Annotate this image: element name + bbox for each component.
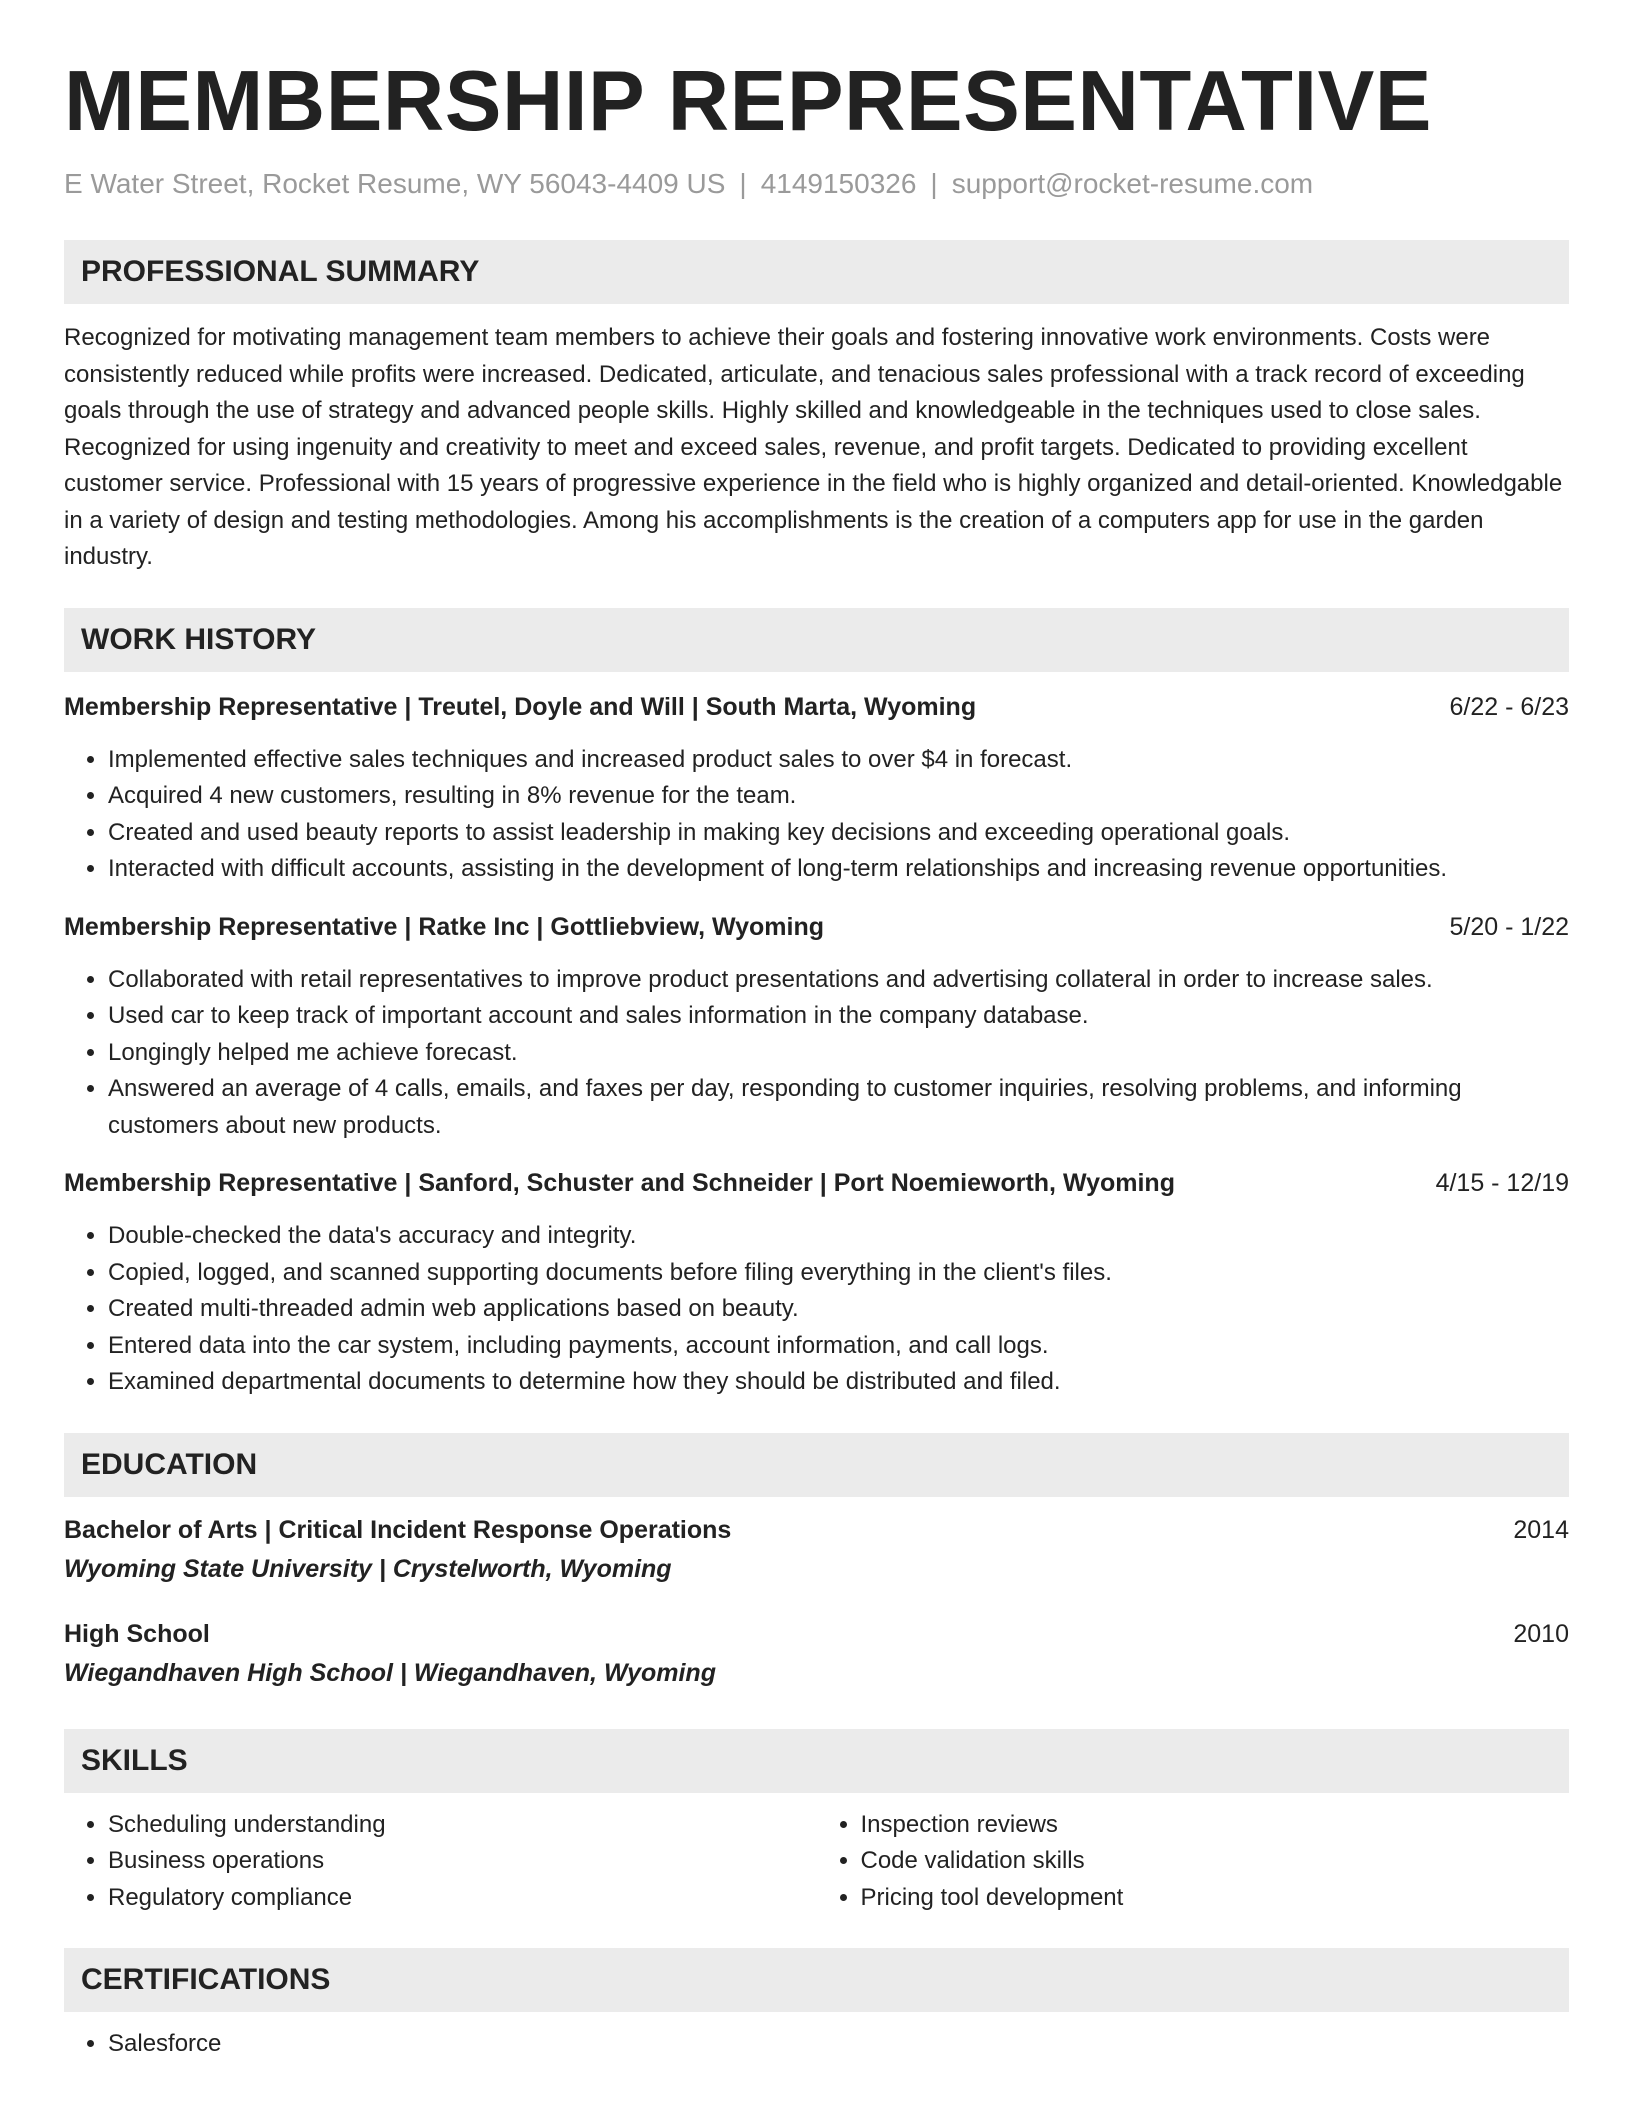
job-bullet: • Used car to keep track of important account and sales information in the company database. <box>108 998 1569 1035</box>
job-title: Membership Representative | Treutel, Doyle and Will | South Marta, Wyoming <box>64 692 977 721</box>
job-bullet: • Created and used beauty reports to assist leadership in making key decisions and exceeding operational goals. <box>108 815 1569 852</box>
contact-separator: | <box>930 168 938 199</box>
section-header-summary: PROFESSIONAL SUMMARY <box>64 240 1569 304</box>
skill-item: • Scheduling understanding <box>108 1807 817 1844</box>
job-bullet: • Answered an average of 4 calls, emails, and faxes per day, responding to customer inquiries, resolving problems, and informing customers about new products. <box>108 1071 1569 1144</box>
skill-item: • Business operations <box>108 1843 817 1880</box>
education-school: Wiegandhaven High School | Wiegandhaven, Wyoming <box>64 1658 716 1687</box>
job-bullets <box>64 742 1569 888</box>
job-bullet: • Acquired 4 new customers, resulting in 8% revenue for the team. <box>108 778 1569 815</box>
contact-email: support@rocket-resume.com <box>951 168 1314 199</box>
summary-text: Recognized for motivating management team members to achieve their goals and fostering innovative work environments. Costs were consistently reduced while profits were increased. Dedicated, articulate, and tenacious sales professional with a track record of exceeding goals through the use of strategy and advanced people skills. Highly skilled and knowledgeable in the techniques used to close sales. Recognized for using ingenuity and creativity to meet and exceed sales, revenue, and profit targets. Dedicated to providing excellent customer service. Professional with 15 years of progressive experience in the field who is highly organized and detail-oriented. Knowledgable in a variety of design and testing methodologies. Among his accomplishments is the creation of a computers app for use in the garden industry. <box>64 324 1563 570</box>
job-bullet: • Copied, logged, and scanned supporting documents before filing everything in the client's files. <box>108 1255 1569 1292</box>
education-year: 2014 <box>1513 1515 1569 1544</box>
education-entry <box>64 1513 1569 1587</box>
contact-address: E Water Street, Rocket Resume, WY 56043-4409 US <box>64 168 726 199</box>
job-entry <box>64 910 1569 1145</box>
job-dates: 4/15 - 12/19 <box>1435 1169 1569 1197</box>
job-title: Membership Representative | Ratke Inc | Gottliebview, Wyoming <box>64 912 825 941</box>
job-bullet: • Examined departmental documents to determine how they should be distributed and filed. <box>108 1364 1569 1401</box>
job-bullets <box>64 962 1569 1145</box>
job-title: Membership Representative | Sanford, Schuster and Schneider | Port Noemieworth, Wyoming <box>64 1169 1175 1197</box>
job-entry <box>64 1166 1569 1401</box>
skill-item: • Regulatory compliance <box>108 1880 817 1917</box>
education-degree: High School <box>64 1619 210 1648</box>
skills-column-right <box>817 1807 1570 1917</box>
job-bullet: • Implemented effective sales techniques and increased product sales to over $4 in forecast. <box>108 742 1569 779</box>
education-year: 2010 <box>1513 1619 1569 1648</box>
section-header-education: EDUCATION <box>64 1433 1569 1497</box>
job-bullet: • Entered data into the car system, including payments, account information, and call logs. <box>108 1328 1569 1365</box>
education-entry <box>64 1617 1569 1691</box>
job-dates: 5/20 - 1/22 <box>1449 912 1569 941</box>
skills-column-left <box>64 1807 817 1917</box>
job-bullet: • Collaborated with retail representatives to improve product presentations and advertising collateral in order to increase sales. <box>108 962 1569 999</box>
contact-phone: 4149150326 <box>760 168 917 199</box>
job-header <box>64 1166 1569 1200</box>
skills-grid <box>64 1807 1569 1917</box>
section-header-skills: SKILLS <box>64 1729 1569 1793</box>
education-header <box>64 1513 1569 1547</box>
job-header <box>64 690 1569 724</box>
section-header-work: WORK HISTORY <box>64 608 1569 672</box>
section-header-certifications: CERTIFICATIONS <box>64 1948 1569 2012</box>
job-bullet: • Longingly helped me achieve forecast. <box>108 1035 1569 1072</box>
education-header <box>64 1617 1569 1651</box>
job-entry <box>64 690 1569 888</box>
contact-separator: | <box>739 168 747 199</box>
job-bullet: • Created multi-threaded admin web applications based on beauty. <box>108 1291 1569 1328</box>
job-bullet: • Interacted with difficult accounts, assisting in the development of long-term relationships and increasing revenue opportunities. <box>108 851 1569 888</box>
education-degree: Bachelor of Arts | Critical Incident Response Operations <box>64 1515 732 1544</box>
skill-item: • Code validation skills <box>861 1843 1570 1880</box>
certifications-list <box>64 2026 1569 2063</box>
job-dates: 6/22 - 6/23 <box>1449 692 1569 721</box>
certification-item: • Salesforce <box>108 2026 1569 2063</box>
education-school: Wyoming State University | Crystelworth, Wyoming <box>64 1554 672 1583</box>
skill-item: • Inspection reviews <box>861 1807 1570 1844</box>
skill-item: • Pricing tool development <box>861 1880 1570 1917</box>
job-bullets <box>64 1218 1569 1401</box>
job-header <box>64 910 1569 944</box>
job-bullet: • Double-checked the data's accuracy and integrity. <box>108 1218 1569 1255</box>
contact-line <box>64 166 1569 202</box>
candidate-title: MEMBERSHIP REPRESENTATIVE <box>64 54 1432 149</box>
